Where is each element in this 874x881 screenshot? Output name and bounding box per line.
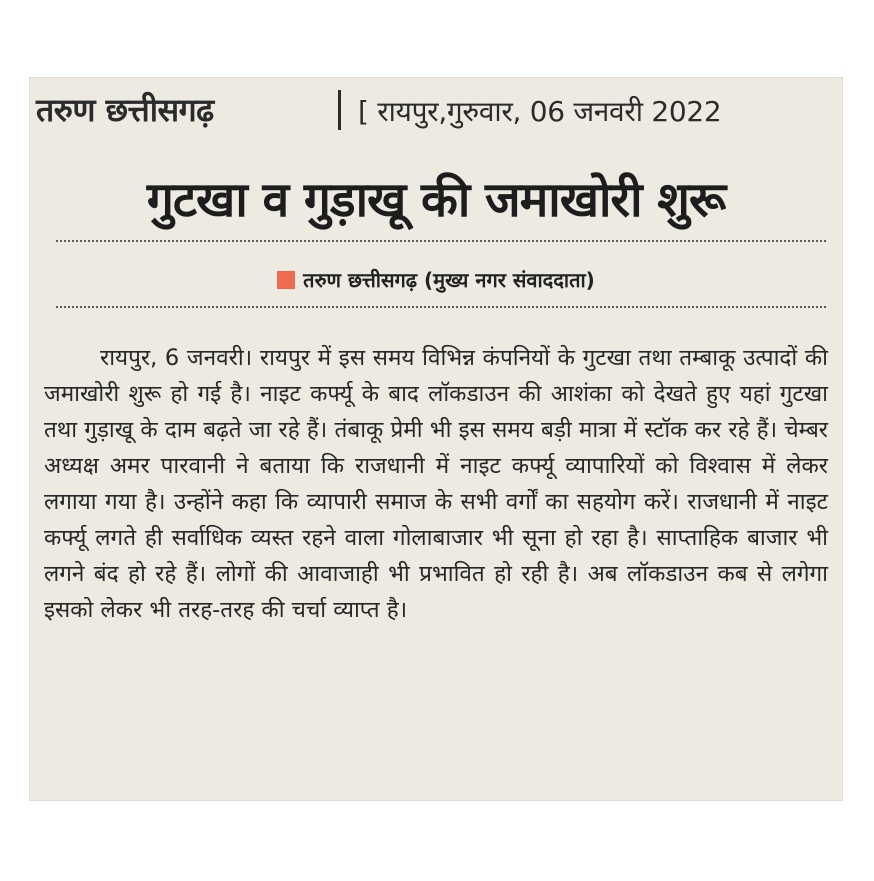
byline-square-icon <box>277 271 295 289</box>
article-body: रायपुर, 6 जनवरी। रायपुर में इस समय विभिन्न कंपनियों के गुटखा तथा तम्बाकू उत्पादों की जमाखोरी शुरू हो गई है। नाइट कर्फ्यू के बाद लॉकडाउन की आशंका को देखते हुए यहां गुटखा तथा गुड़ाखू के दाम बढ़ते जा रहे हैं। तंबाकू प्रेमी भी इस समय बड़ी मात्रा में स्टॉक कर रहे हैं। चेम्बर अध्यक्ष अमर पारवानी ने बताया कि राजधानी में नाइट कर्फ्यू व्यापारियों को विश्वास में लेकर लगाया गया है। उन्होंने कहा कि व्यापारी समाज के सभी वर्गों का सहयोग करें। राजधानी में नाइट कर्फ्यू लगते ही सर्वाधिक व्यस्त रहने वाला गोलाबाजार भी सूना हो रहा है। साप्ताहिक बाजार भी लगने बंद हो रहे हैं। लोगों की आवाजाही भी प्रभावित हो रही है। अब लॉकडाउन कब से लगेगा इसको लेकर भी तरह-तरह की चर्चा व्याप्त है। <box>44 345 828 623</box>
byline-rule <box>56 306 826 308</box>
headline: गुटखा व गुड़ाखू की जमाखोरी शुरू <box>146 172 726 228</box>
dateline: [ रायपुर,गुरुवार, 06 जनवरी 2022 <box>358 95 722 128</box>
masthead-divider <box>338 90 341 130</box>
newspaper-clipping <box>30 78 842 800</box>
headline-rule <box>56 240 826 242</box>
masthead <box>36 86 836 136</box>
byline-text: तरुण छत्तीसगढ़ (मुख्य नगर संवाददाता) <box>303 268 595 292</box>
newspaper-name: तरुण छत्तीसगढ़ <box>36 91 214 129</box>
byline <box>30 266 842 293</box>
